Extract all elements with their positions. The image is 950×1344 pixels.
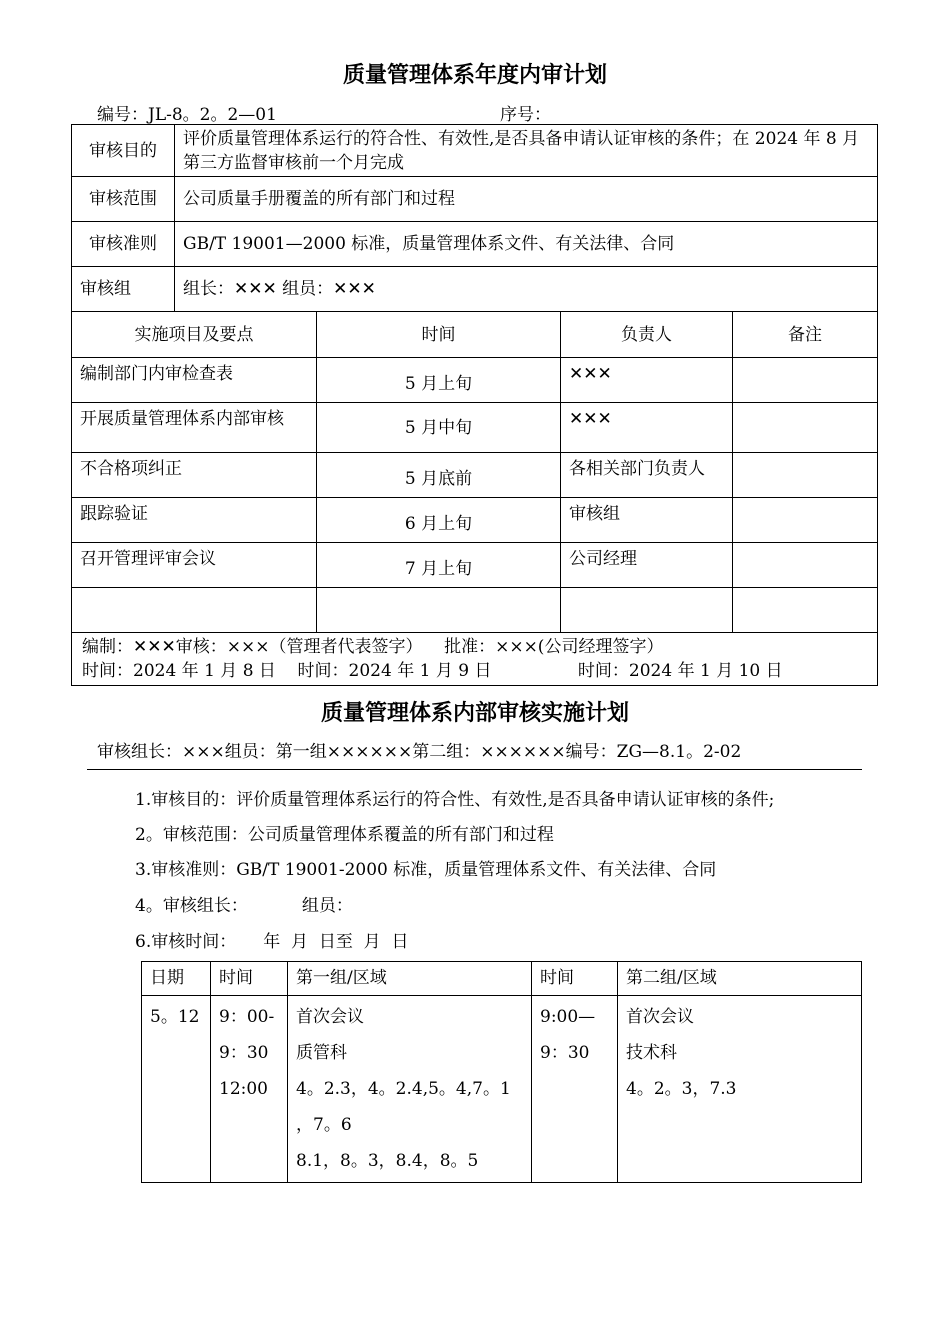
time1-line: 9：00- [219, 1007, 275, 1027]
header-time: 时间 [317, 312, 561, 358]
purpose-value: 评价质量管理体系运行的符合性、有效性,是否具备申请认证审核的条件；在 2024 年 8 月第三方监督审核前一个月完成 [175, 125, 878, 177]
header-time2: 时间 [532, 962, 618, 996]
point-criteria: 3.审核准则：GB/T 19001-2000 标准，质量管理体系文件、有关法律、合同 [135, 860, 717, 880]
plan1-title: 质量管理体系年度内审计划 [342, 63, 607, 88]
group2-line: 4。2。3，7.3 [626, 1079, 737, 1099]
note-cell [733, 358, 878, 403]
annual-audit-plan-table [71, 124, 878, 686]
criteria-row [72, 222, 878, 267]
items-header-row [72, 312, 878, 358]
group1-line: 8.1，8。3，8.4，8。5 [296, 1151, 479, 1171]
group2-line: 技术科 [626, 1043, 677, 1063]
table-row [72, 543, 878, 588]
time1-line: 9：30 [219, 1043, 269, 1063]
header-date: 日期 [142, 962, 211, 996]
purpose-row [72, 125, 878, 177]
table-row [72, 498, 878, 543]
time2-cell [532, 996, 618, 1183]
signoff-row [72, 633, 878, 686]
note-cell [733, 498, 878, 543]
note-cell [733, 453, 878, 498]
empty-cell [733, 588, 878, 633]
divider [87, 769, 862, 770]
owner-cell: 各相关部门负责人 [561, 453, 733, 498]
group1-line: 4。2.3，4。2.4,5。4,7。1 [296, 1079, 511, 1099]
time1-cell [211, 996, 288, 1183]
scope-row [72, 177, 878, 222]
purpose-label: 审核目的 [72, 125, 175, 177]
signoff-cell [72, 633, 878, 686]
point-team: 4。审核组长： 组员： [135, 896, 353, 916]
group2-cell [618, 996, 862, 1183]
scope-label: 审核范围 [72, 177, 175, 222]
owner-cell: 公司经理 [561, 543, 733, 588]
item-cell: 开展质量管理体系内部审核 [72, 403, 317, 453]
signoff-line-2: 时间：2024 年 1 月 8 日 时间：2024 年 1 月 9 日 时间：2024 年 1 月 10 日 [82, 661, 783, 681]
header-time1: 时间 [211, 962, 288, 996]
header-group2: 第二组/区域 [618, 962, 862, 996]
table-row [142, 996, 862, 1183]
group2-line: 首次会议 [626, 1007, 694, 1027]
date-cell: 5。12 [142, 996, 211, 1183]
plan2-subtitle: 审核组长：×××组员：第一组××××××第二组：××××××编号：ZG—8.1。2-02 [97, 742, 742, 762]
item-cell: 不合格项纠正 [72, 453, 317, 498]
criteria-label: 审核准则 [72, 222, 175, 267]
empty-row [72, 588, 878, 633]
table-row [72, 358, 878, 403]
time-cell: 5 月中旬 [317, 403, 561, 453]
header-item: 实施项目及要点 [72, 312, 317, 358]
plan2-title: 质量管理体系内部审核实施计划 [320, 701, 629, 726]
group1-line: ，7。6 [296, 1115, 352, 1135]
time-cell: 6 月上旬 [317, 498, 561, 543]
owner-cell: ✕✕✕ [561, 358, 733, 403]
header-group1: 第一组/区域 [288, 962, 532, 996]
signoff-line-1: 编制：✕✕✕审核：×××（管理者代表签字） 批准：×××(公司经理签字） [82, 637, 664, 657]
scope-value: 公司质量手册覆盖的所有部门和过程 [175, 177, 878, 222]
table-row [72, 453, 878, 498]
audit-schedule-table [141, 961, 862, 1183]
item-cell: 编制部门内审检查表 [72, 358, 317, 403]
empty-cell [317, 588, 561, 633]
item-cell: 跟踪验证 [72, 498, 317, 543]
point-time: 6.审核时间： 年 月 日至 月 日 [135, 932, 409, 952]
empty-cell [561, 588, 733, 633]
team-row [72, 267, 878, 312]
note-cell [733, 403, 878, 453]
time2-line: 9：30 [540, 1043, 590, 1063]
team-value: 组长：✕✕✕ 组员：✕✕✕ [175, 267, 878, 312]
owner-cell: ✕✕✕ [561, 403, 733, 453]
point-scope: 2。审核范围：公司质量管理体系覆盖的所有部门和过程 [135, 825, 554, 845]
schedule-header-row [142, 962, 862, 996]
group1-line: 首次会议 [296, 1007, 364, 1027]
team-label: 审核组 [72, 267, 175, 312]
empty-cell [72, 588, 317, 633]
time1-line: 12:00 [219, 1079, 268, 1099]
header-owner: 负责人 [561, 312, 733, 358]
group1-line: 质管科 [296, 1043, 347, 1063]
criteria-value: GB/T 19001—2000 标准，质量管理体系文件、有关法律、合同 [175, 222, 878, 267]
owner-cell: 审核组 [561, 498, 733, 543]
item-cell: 召开管理评审会议 [72, 543, 317, 588]
group1-cell [288, 996, 532, 1183]
time-cell: 5 月上旬 [317, 358, 561, 403]
header-note: 备注 [733, 312, 878, 358]
plan1-number: 编号：JL-8。2。2—01 [97, 105, 277, 125]
time2-line: 9:00— [540, 1007, 596, 1027]
table-row [72, 403, 878, 453]
time-cell: 5 月底前 [317, 453, 561, 498]
point-purpose: 1.审核目的：评价质量管理体系运行的符合性、有效性,是否具备申请认证审核的条件; [135, 790, 775, 810]
plan1-serial: 序号： [500, 105, 551, 125]
note-cell [733, 543, 878, 588]
time-cell: 7 月上旬 [317, 543, 561, 588]
